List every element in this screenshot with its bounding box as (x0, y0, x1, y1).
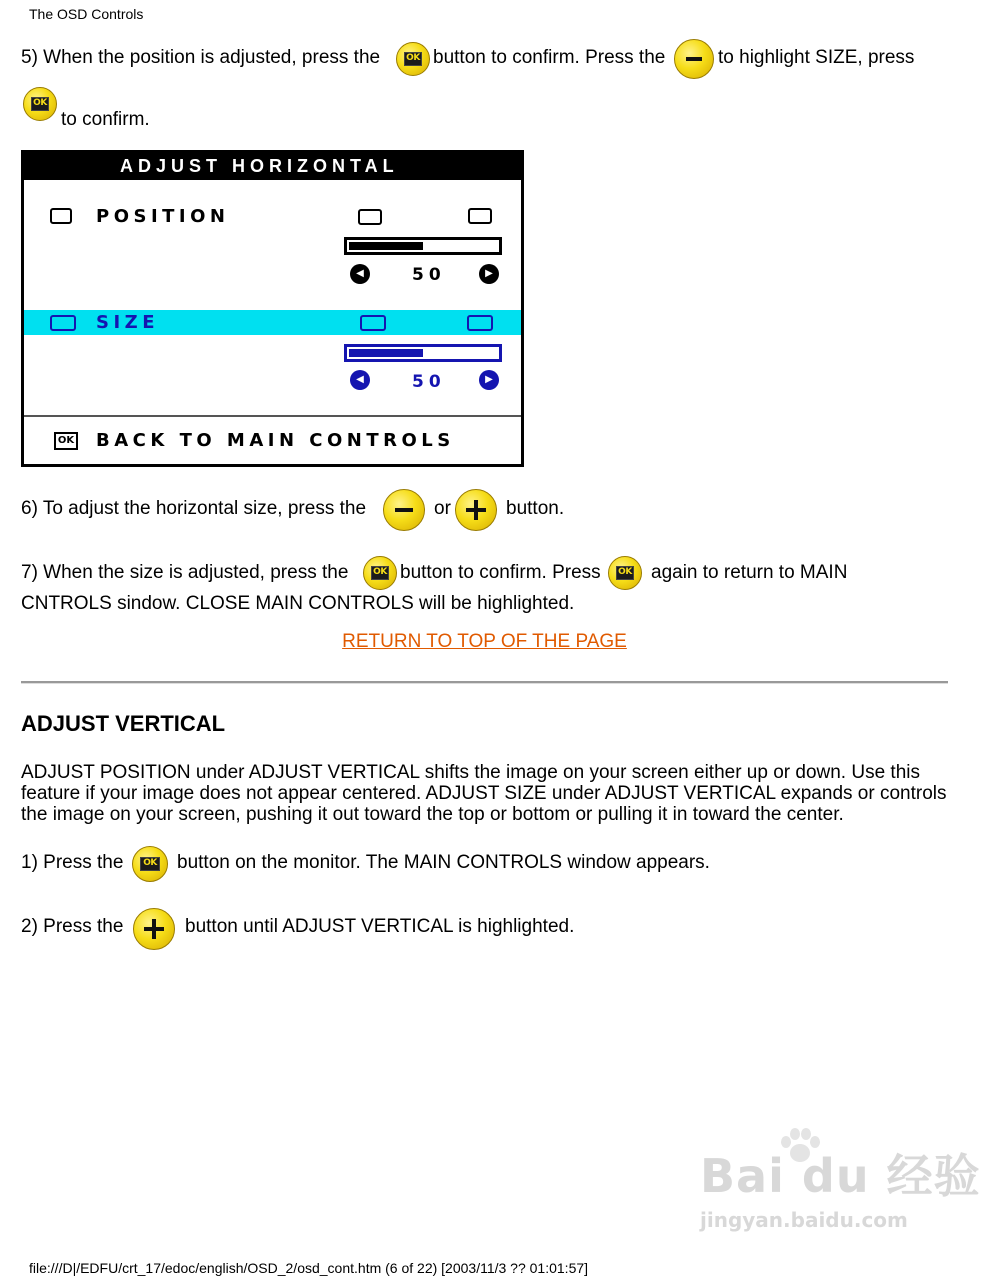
position-right-icon (468, 208, 492, 224)
ok-button-icon: OK (363, 556, 397, 590)
arrow-left-icon: ◀ (350, 264, 370, 284)
arrow-right-icon: ▶ (479, 264, 499, 284)
watermark-brand: Bai du 经验 (700, 1149, 981, 1203)
return-to-top-link-wrap (0, 631, 969, 653)
osd-title: ADJUST HORIZONTAL (24, 153, 521, 180)
minus-button-icon (674, 39, 714, 79)
ok-button-icon: OK (396, 42, 430, 76)
step7-text-4: CNTROLS sindow. CLOSE MAIN CONTROLS will be highlighted. (21, 593, 575, 614)
osd-divider (24, 415, 521, 417)
osd-position-label: POSITION (96, 206, 230, 227)
vstep2-text-1: 2) Press the (21, 916, 124, 937)
page-header-title: The OSD Controls (29, 6, 144, 22)
osd-size-label: SIZE (96, 312, 160, 333)
osd-adjust-horizontal-panel (21, 150, 524, 467)
step6-text-1: 6) To adjust the horizontal size, press the (21, 498, 367, 519)
step7-text-3: again to return to MAIN (651, 562, 848, 583)
position-slider (344, 237, 502, 255)
ok-button-icon: OK (132, 846, 168, 882)
ok-button-icon: OK (23, 87, 57, 121)
vstep1-text-1: 1) Press the (21, 852, 124, 873)
return-to-top-link[interactable]: RETURN TO TOP OF THE PAGE (342, 631, 627, 652)
minus-button-icon (383, 489, 425, 531)
ok-button-icon: OK (608, 556, 642, 590)
size-value: 50 (412, 372, 446, 392)
section-body: ADJUST POSITION under ADJUST VERTICAL shifts the image on your screen either up or down. Use this feature if your image does not appear centered. ADJUST SIZE under ADJUST VERTICAL expands or controls the image on your screen, pushing it out toward the top or bottom or pulling it in toward the center. (21, 762, 947, 825)
arrow-right-icon: ▶ (479, 370, 499, 390)
size-slider (344, 344, 502, 362)
step6-text-2: or (434, 498, 451, 519)
plus-button-icon (133, 908, 175, 950)
position-value: 50 (412, 265, 446, 285)
arrow-left-icon: ◀ (350, 370, 370, 390)
step7-text-1: 7) When the size is adjusted, press the (21, 562, 349, 583)
osd-back-label: BACK TO MAIN CONTROLS (96, 430, 455, 451)
step6-text-3: button. (506, 498, 565, 519)
step5-text-4: to confirm. (61, 109, 150, 130)
vstep2-text-2: button until ADJUST VERTICAL is highlighted. (185, 916, 575, 937)
watermark-url: jingyan.baidu.com (700, 1208, 908, 1232)
step7-text-2: button to confirm. Press (400, 562, 601, 583)
step5-text-1: 5) When the position is adjusted, press the (21, 47, 381, 68)
page-footer-path: file:///D|/EDFU/crt_17/edoc/english/OSD_2/osd_cont.htm (6 of 22) [2003/11/3 ?? 01:01:57] (29, 1260, 589, 1276)
plus-button-icon (455, 489, 497, 531)
section-heading: ADJUST VERTICAL (21, 711, 226, 736)
size-increase-icon (467, 315, 493, 331)
size-decrease-icon (360, 315, 386, 331)
step5-text-2: button to confirm. Press the (433, 47, 666, 68)
step5-text-3: to highlight SIZE, press (718, 47, 915, 68)
position-icon (50, 208, 72, 224)
ok-icon: OK (54, 432, 78, 450)
size-icon (50, 315, 76, 331)
section-divider (21, 681, 948, 684)
vstep1-text-2: button on the monitor. The MAIN CONTROLS window appears. (177, 852, 710, 873)
position-left-icon (358, 209, 382, 225)
baidu-watermark (700, 1140, 981, 1232)
